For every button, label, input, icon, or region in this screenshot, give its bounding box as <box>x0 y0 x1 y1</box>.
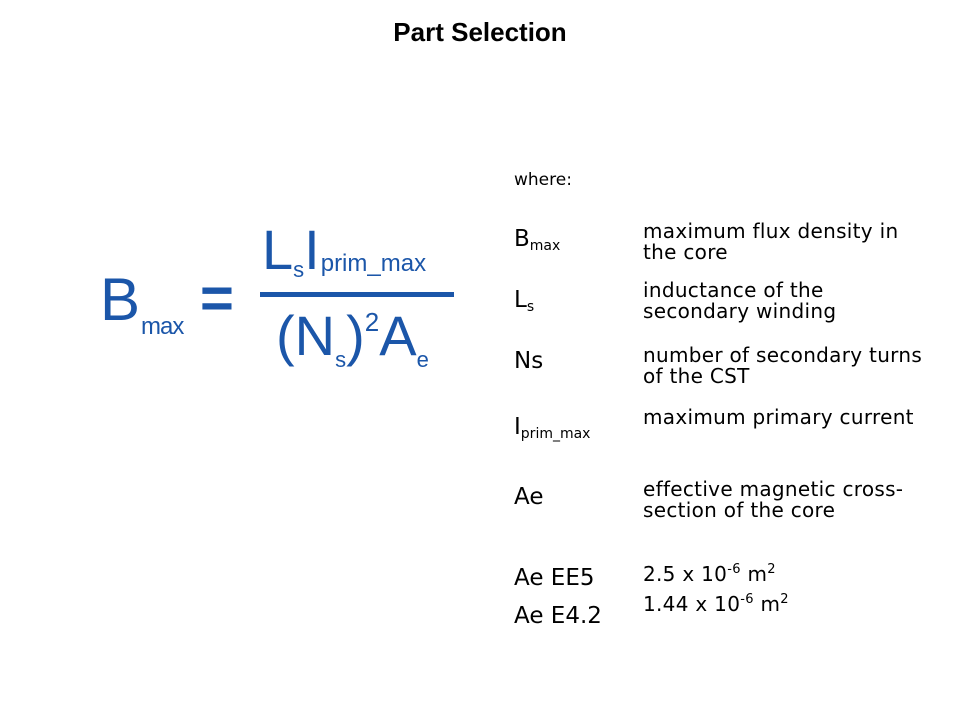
definition-symbol: $B_{max}$ <box>514 226 561 254</box>
denominator-N: (N <box>276 304 336 367</box>
formula-equals-sign: = <box>200 266 234 331</box>
value-symbol: Ae E4.2 <box>514 603 602 629</box>
denominator-N-subscript: s <box>335 347 347 372</box>
denominator-exponent: 2 <box>364 307 380 337</box>
definition-description: inductance of the secondary winding <box>643 278 837 323</box>
formula-lhs-symbol: B <box>100 266 140 333</box>
definition-symbol: Ae <box>514 484 544 510</box>
where-label: where: <box>514 170 572 190</box>
definition-symbol: $I_{prim\_max}$ <box>514 414 591 442</box>
definition-description: number of secondary turns of the CST <box>643 343 923 388</box>
definition-symbol: Ns <box>514 348 544 374</box>
value-text: 2.5 x $10^{-6}$ $m^2$ <box>643 562 776 586</box>
definitions-panel <box>514 168 924 629</box>
fraction-bar <box>260 292 454 297</box>
definition-description: maximum primary current <box>643 405 914 429</box>
numerator-I-subscript: prim_max <box>320 250 427 277</box>
definition-description: effective magnetic cross-section of the core <box>643 477 904 522</box>
denominator-A: A <box>379 304 417 367</box>
denominator-close-paren: ) <box>346 304 365 367</box>
bmax-formula <box>96 218 468 387</box>
definition-symbol: $L_s$ <box>514 287 535 315</box>
numerator-L-subscript: s <box>293 257 305 282</box>
numerator-L: L <box>262 218 294 281</box>
denominator-A-subscript: e <box>416 347 429 372</box>
definition-description: maximum flux density in the core <box>643 219 899 264</box>
numerator-I: I <box>304 218 320 281</box>
formula-lhs-subscript: max <box>141 313 184 340</box>
formula-lhs <box>100 266 184 340</box>
slide-title: Part Selection <box>393 17 567 47</box>
formula-numerator <box>262 218 427 282</box>
value-symbol: Ae EE5 <box>514 565 595 591</box>
formula-denominator <box>276 304 429 372</box>
value-text: 1.44 x $10^{-6}$ $m^2$ <box>643 592 789 616</box>
